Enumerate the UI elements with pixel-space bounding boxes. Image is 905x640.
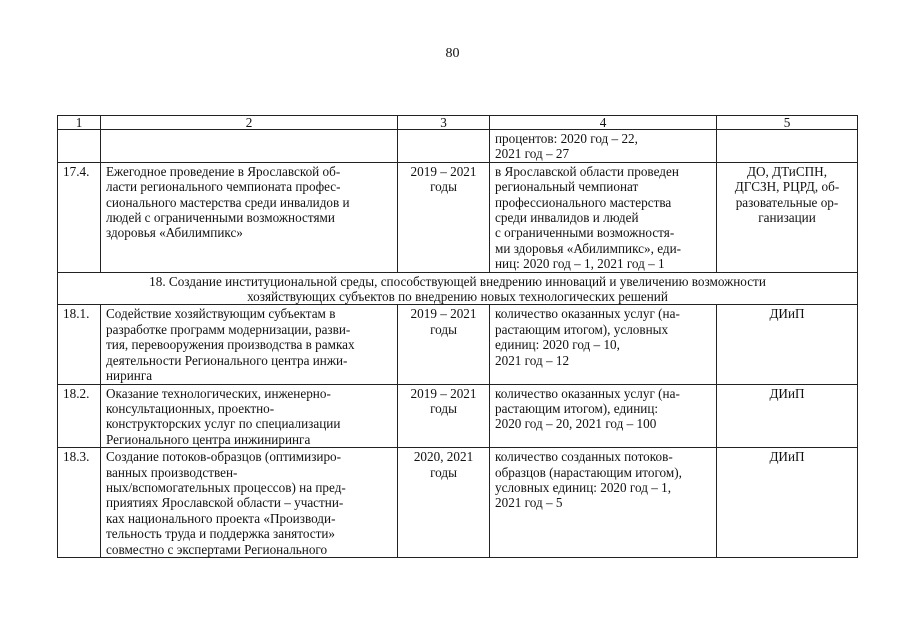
item-description bbox=[101, 384, 398, 448]
text-line: растающим итогом), единиц: bbox=[495, 400, 659, 416]
item-period bbox=[398, 448, 490, 558]
rows-group-18 bbox=[58, 305, 858, 558]
text-line: хозяйствующих субъектов по внедрению новых технологических решений bbox=[247, 289, 668, 305]
section-heading-18 bbox=[58, 272, 858, 305]
text-line: ных/вспомогательных процессов) на пред- bbox=[106, 479, 346, 495]
text-line: 2020, 2021 bbox=[413, 449, 474, 465]
text-line: Ежегодное проведение в Ярославской об- bbox=[106, 163, 341, 179]
measures-table bbox=[57, 115, 858, 558]
text-line: консультационных, проектно- bbox=[106, 400, 275, 416]
text-line: Содействие хозяйствующим субъектам в bbox=[106, 306, 336, 322]
column-number-header-row bbox=[58, 116, 858, 130]
table-row bbox=[58, 384, 858, 448]
table-row bbox=[58, 305, 858, 384]
empty-cell bbox=[717, 130, 858, 163]
text-line: годы bbox=[430, 464, 457, 480]
text-line: разовательные ор- bbox=[735, 194, 839, 210]
text-line: образцов (нарастающим итогом), bbox=[495, 464, 682, 480]
text-line: ниц: 2020 год – 1, 2021 год – 1 bbox=[495, 256, 665, 272]
item-period bbox=[398, 305, 490, 384]
text-line: 18. Создание институциональной среды, способствующей внедрению инноваций и увеличению возможности bbox=[149, 273, 766, 289]
text-line: количество созданных потоков- bbox=[495, 449, 673, 465]
text-line: среди инвалидов и людей bbox=[495, 210, 639, 226]
text-line: процентов: 2020 год – 22, bbox=[495, 131, 638, 146]
text-line: конструкторских услуг по специализации bbox=[106, 416, 341, 432]
item-number: 18.2. bbox=[58, 384, 101, 448]
rows-group-17 bbox=[58, 162, 858, 272]
text-line: разработке программ модернизации, разви- bbox=[106, 321, 351, 337]
text-line: количество оказанных услуг (на- bbox=[495, 385, 680, 401]
item-description bbox=[101, 448, 398, 558]
item-number: 18.1. bbox=[58, 305, 101, 384]
text-line: Оказание технологических, инженерно- bbox=[106, 385, 331, 401]
text-line: Регионального центра инжиниринга bbox=[106, 431, 311, 447]
text-line: ДГСЗН, РЦРД, об- bbox=[734, 179, 840, 195]
text-line: ДО, ДТиСПН, bbox=[746, 163, 828, 179]
text-line: 2021 год – 5 bbox=[495, 495, 563, 511]
header-col-4: 4 bbox=[490, 116, 717, 130]
text-line: тельность труда и поддержка занятости» bbox=[106, 526, 336, 542]
header-col-2: 2 bbox=[101, 116, 398, 130]
text-line: с ограниченными возможностя- bbox=[495, 225, 675, 241]
text-line: 2019 – 2021 bbox=[410, 385, 477, 401]
text-line: профессионального мастерства bbox=[495, 194, 672, 210]
text-line: ДИиП bbox=[769, 449, 805, 465]
continuation-result bbox=[490, 130, 717, 163]
empty-cell bbox=[101, 130, 398, 163]
item-period bbox=[398, 384, 490, 448]
item-number: 18.3. bbox=[58, 448, 101, 558]
continuation-row bbox=[58, 130, 858, 163]
text-line: сионального мастерства среди инвалидов и bbox=[106, 194, 350, 210]
item-result bbox=[490, 448, 717, 558]
item-result bbox=[490, 384, 717, 448]
text-line: 2021 год – 27 bbox=[495, 146, 570, 162]
text-line: ми здоровья «Абилимпикс», еди- bbox=[495, 240, 682, 256]
page-number: 80 bbox=[445, 46, 460, 61]
item-executor bbox=[717, 162, 858, 272]
text-line: людей с ограниченными возможностями bbox=[106, 210, 335, 226]
text-line: годы bbox=[430, 400, 457, 416]
header-col-1: 1 bbox=[58, 116, 101, 130]
text-line: приятиях Ярославской области – участни- bbox=[106, 495, 344, 511]
item-executor bbox=[717, 305, 858, 384]
text-line: ганизации bbox=[758, 210, 816, 226]
text-line: ванных производствен- bbox=[106, 464, 238, 480]
text-line: в Ярославской области проведен bbox=[495, 163, 679, 179]
empty-cell bbox=[58, 130, 101, 163]
empty-cell bbox=[398, 130, 490, 163]
text-line: ниринга bbox=[106, 368, 153, 384]
text-line: 2021 год – 12 bbox=[495, 352, 570, 368]
item-number: 17.4. bbox=[58, 162, 101, 272]
section-row bbox=[58, 272, 858, 305]
text-line: ласти регионального чемпионата профес- bbox=[106, 179, 341, 195]
item-description bbox=[101, 162, 398, 272]
item-executor bbox=[717, 384, 858, 448]
item-result bbox=[490, 162, 717, 272]
item-executor bbox=[717, 448, 858, 558]
text-line: 2019 – 2021 bbox=[410, 163, 477, 179]
text-line: тия, перевооружения производства в рамках bbox=[106, 337, 355, 353]
text-line: условных единиц: 2020 год – 1, bbox=[495, 479, 671, 495]
text-line: единиц: 2020 год – 10, bbox=[495, 337, 620, 353]
text-line: ДИиП bbox=[769, 385, 805, 401]
item-description bbox=[101, 305, 398, 384]
text-line: ках национального проекта «Производи- bbox=[106, 510, 336, 526]
header-col-5: 5 bbox=[717, 116, 858, 130]
table-row bbox=[58, 448, 858, 558]
item-period bbox=[398, 162, 490, 272]
table-row bbox=[58, 162, 858, 272]
text-line: Создание потоков-образцов (оптимизиро- bbox=[106, 449, 342, 465]
item-result bbox=[490, 305, 717, 384]
text-line: годы bbox=[430, 179, 457, 195]
text-line: ДИиП bbox=[769, 306, 805, 322]
text-line: 2019 – 2021 bbox=[410, 306, 477, 322]
header-col-3: 3 bbox=[398, 116, 490, 130]
text-line: здоровья «Абилимпикс» bbox=[106, 225, 243, 241]
text-line: деятельности Регионального центра инжи- bbox=[106, 352, 348, 368]
text-line: 2020 год – 20, 2021 год – 100 bbox=[495, 416, 657, 432]
text-line: совместно с экспертами Регионального bbox=[106, 541, 328, 557]
text-line: количество оказанных услуг (на- bbox=[495, 306, 680, 322]
text-line: годы bbox=[430, 321, 457, 337]
text-line: региональный чемпионат bbox=[495, 179, 639, 195]
text-line: растающим итогом), условных bbox=[495, 321, 669, 337]
